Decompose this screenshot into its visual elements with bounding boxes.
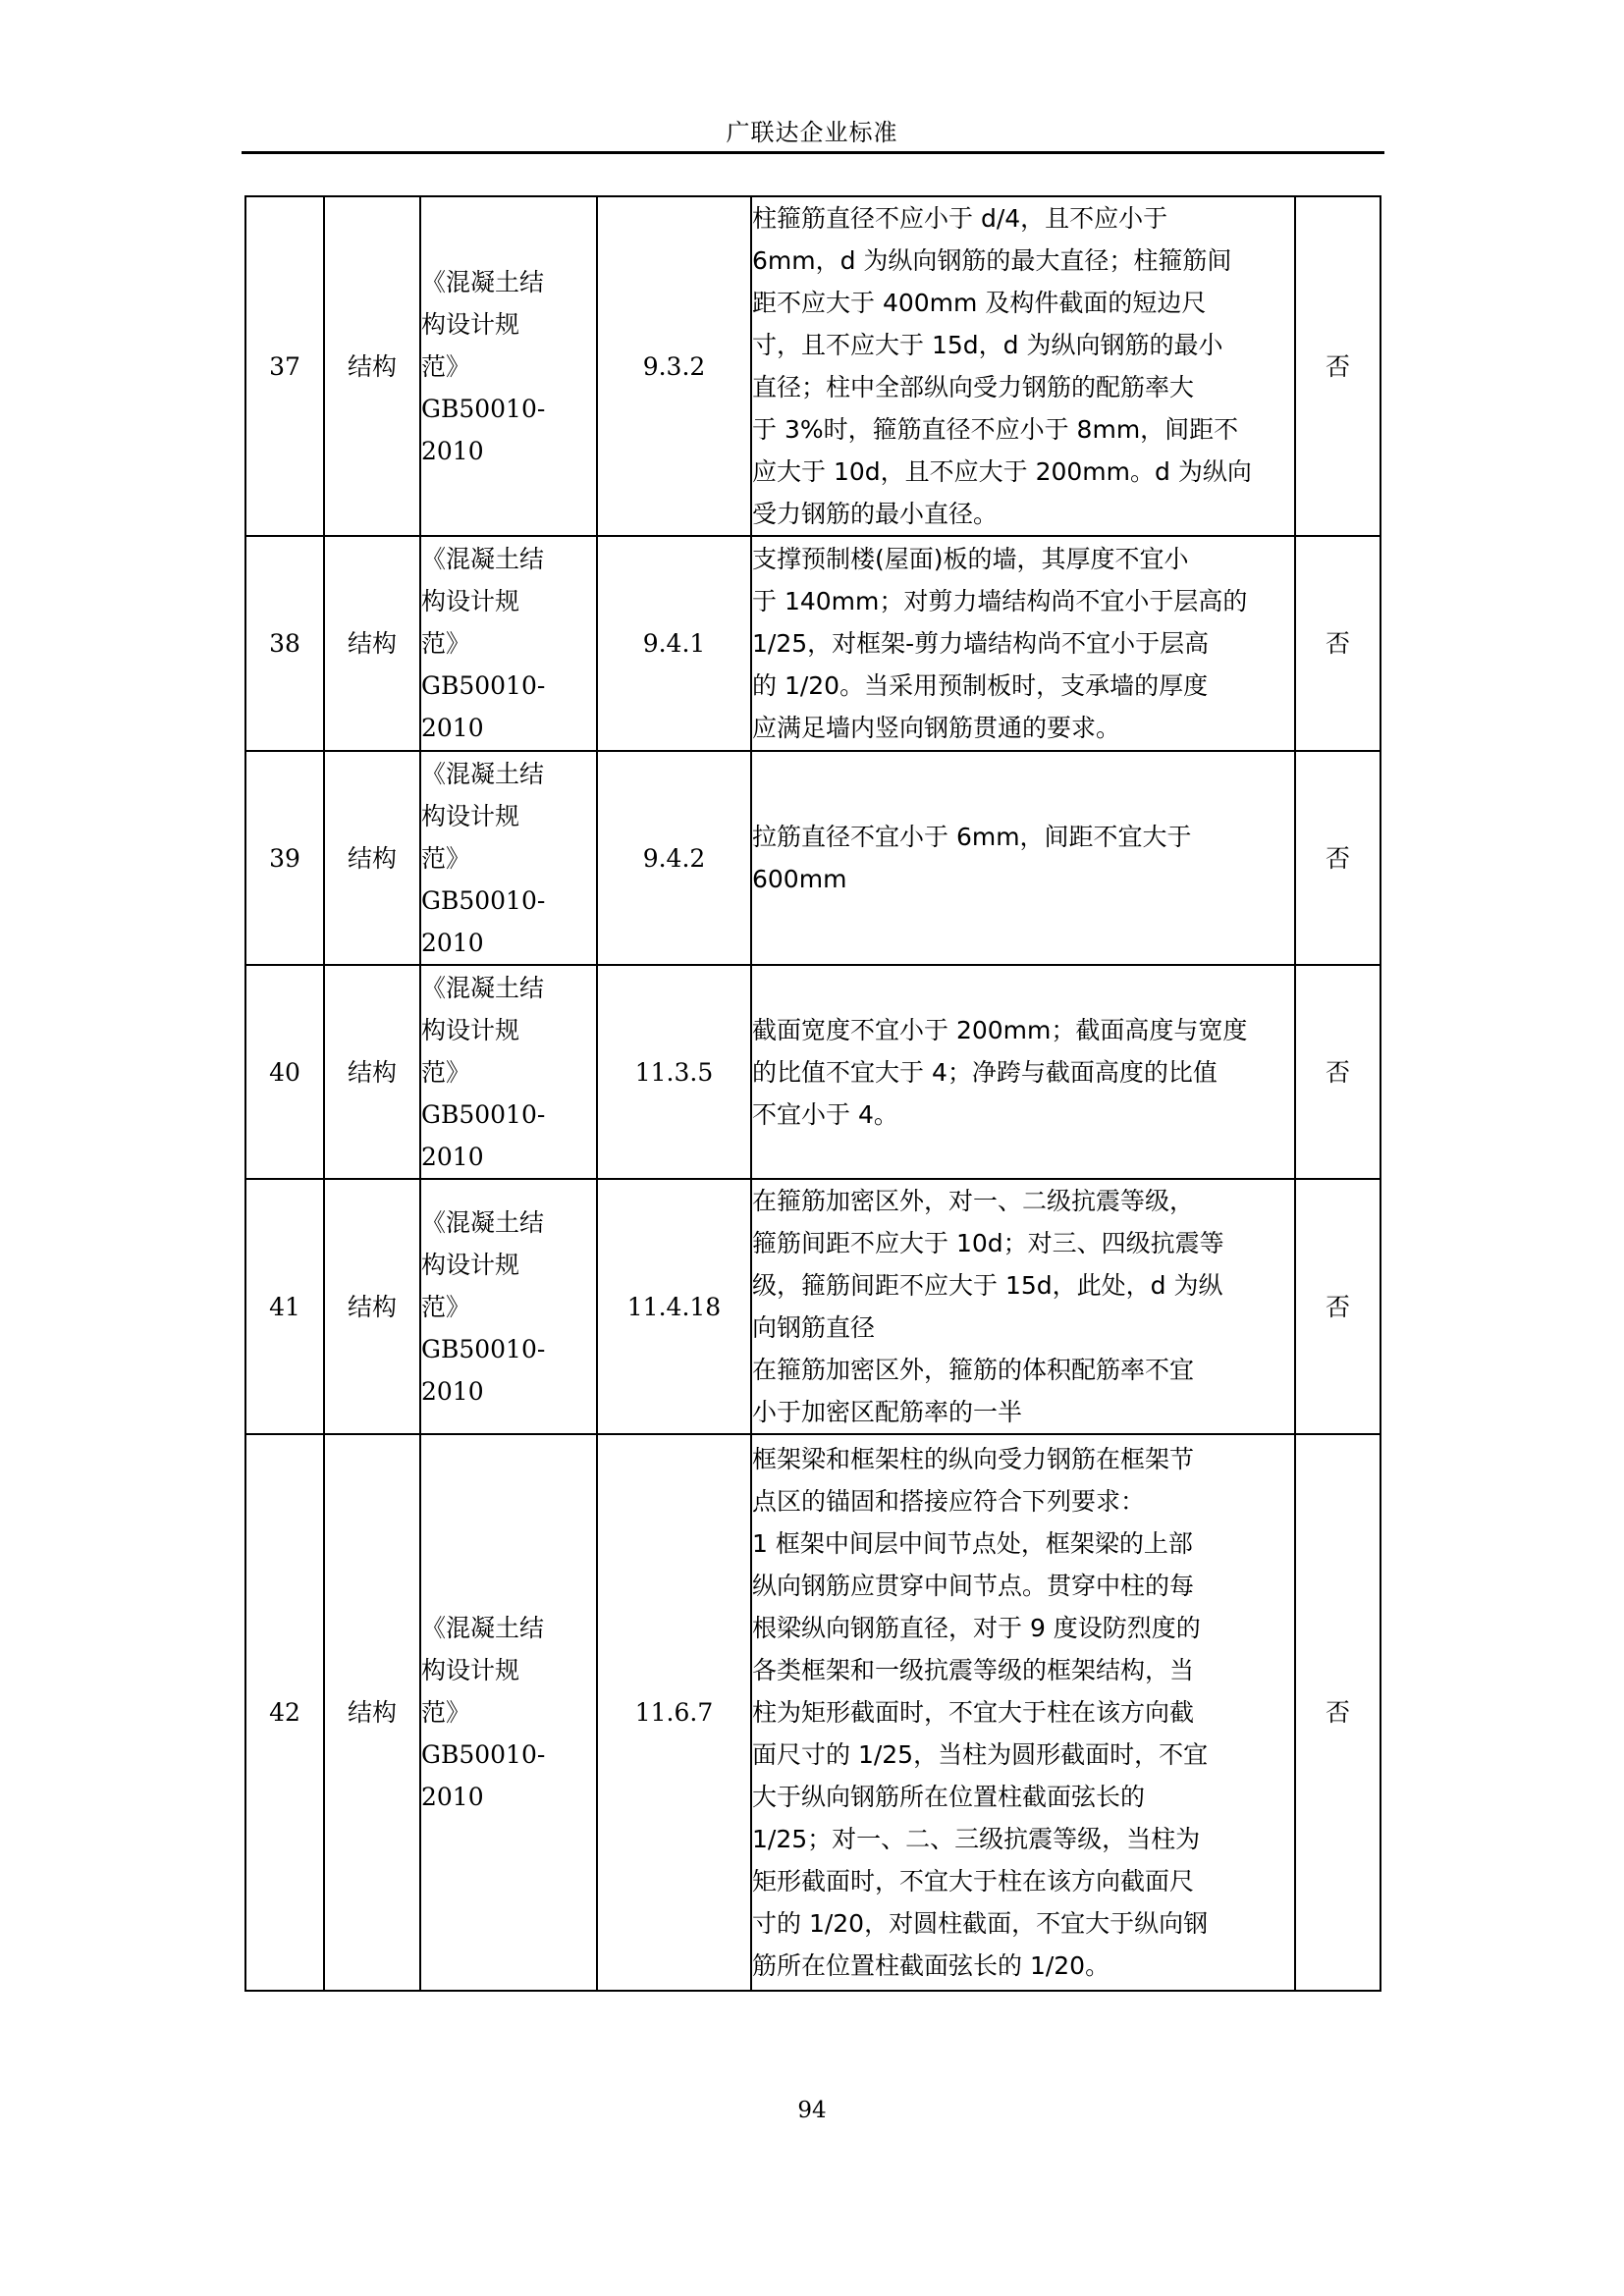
standards-table xyxy=(244,195,1381,1992)
requirement-line: 箍筋间距不应大于 10d；对三、四级抗震等 xyxy=(752,1229,1224,1257)
table-row xyxy=(245,965,1380,1179)
requirement-line: 6mm，d 为纵向钢筋的最大直径；柱箍筋间 xyxy=(752,246,1232,275)
requirement-cell xyxy=(751,1179,1295,1434)
row-number-cell: 38 xyxy=(245,536,324,751)
requirement-line: 在箍筋加密区外，箍筋的体积配筋率不宜 xyxy=(752,1356,1195,1384)
requirement-cell xyxy=(751,1434,1295,1991)
requirement-line: 在箍筋加密区外，对一、二级抗震等级， xyxy=(752,1187,1195,1215)
category-cell: 结构 xyxy=(324,965,420,1179)
table-row xyxy=(245,536,1380,751)
requirement-line: 1/25，对框架-剪力墙结构尚不宜小于层高 xyxy=(752,629,1210,658)
requirement-line: 大于纵向钢筋所在位置柱截面弦长的 xyxy=(752,1783,1146,1811)
mandatory-flag-cell: 否 xyxy=(1295,536,1380,751)
requirement-line: 框架梁和框架柱的纵向受力钢筋在框架节 xyxy=(752,1445,1195,1473)
table-row xyxy=(245,751,1380,965)
header-title: 广联达企业标准 xyxy=(726,119,898,146)
requirement-line: 1/25；对一、二、三级抗震等级，当柱为 xyxy=(752,1825,1201,1853)
requirement-cell xyxy=(751,751,1295,965)
category-cell: 结构 xyxy=(324,1179,420,1434)
requirement-line: 寸，且不应大于 15d，d 为纵向钢筋的最小 xyxy=(752,331,1223,359)
row-number-cell: 37 xyxy=(245,196,324,536)
requirement-line: 距不应大于 400mm 及构件截面的短边尺 xyxy=(752,289,1207,317)
source-standard-cell: 《混凝土结 构设计规 范》 GB50010- 2010 xyxy=(420,965,597,1179)
clause-number-cell: 9.4.1 xyxy=(597,536,751,751)
clause-number-cell: 11.3.5 xyxy=(597,965,751,1179)
row-number-cell: 39 xyxy=(245,751,324,965)
requirement-line: 根梁纵向钢筋直径，对于 9 度设防烈度的 xyxy=(752,1614,1201,1642)
mandatory-flag-cell: 否 xyxy=(1295,1179,1380,1434)
source-standard-cell: 《混凝土结 构设计规 范》 GB50010- 2010 xyxy=(420,1179,597,1434)
requirement-line: 的比值不宜大于 4；净跨与截面高度的比值 xyxy=(752,1057,1218,1087)
page-number: 94 xyxy=(797,2098,827,2123)
row-number-cell: 40 xyxy=(245,965,324,1179)
requirement-line: 支撑预制楼(屋面)板的墙，其厚度不宜小 xyxy=(752,545,1189,573)
requirement-line: 柱为矩形截面时，不宜大于柱在该方向截 xyxy=(752,1698,1195,1727)
clause-number-cell: 11.6.7 xyxy=(597,1434,751,1991)
requirement-line: 应满足墙内竖向钢筋贯通的要求。 xyxy=(752,714,1121,742)
table-body xyxy=(245,196,1380,1991)
category-cell: 结构 xyxy=(324,751,420,965)
clause-number-cell: 11.4.18 xyxy=(597,1179,751,1434)
requirement-cell xyxy=(751,965,1295,1179)
mandatory-flag-cell: 否 xyxy=(1295,751,1380,965)
requirement-line: 的 1/20。当采用预制板时，支承墙的厚度 xyxy=(752,671,1209,700)
requirement-line: 寸的 1/20，对圆柱截面，不宜大于纵向钢 xyxy=(752,1909,1209,1938)
requirement-line: 于 140mm；对剪力墙结构尚不宜小于层高的 xyxy=(752,587,1248,615)
row-number-cell: 41 xyxy=(245,1179,324,1434)
requirement-line: 小于加密区配筋率的一半 xyxy=(752,1398,1023,1426)
table-row xyxy=(245,1179,1380,1434)
requirement-line: 不宜小于 4。 xyxy=(752,1099,898,1129)
requirement-line: 各类框架和一级抗震等级的框架结构，当 xyxy=(752,1656,1195,1684)
table-row xyxy=(245,196,1380,536)
row-number-cell: 42 xyxy=(245,1434,324,1991)
requirement-line: 直径；柱中全部纵向受力钢筋的配筋率大 xyxy=(752,373,1195,401)
table-row xyxy=(245,1434,1380,1991)
requirement-line: 柱箍筋直径不应小于 d/4，且不应小于 xyxy=(752,204,1168,233)
requirement-cell xyxy=(751,536,1295,751)
mandatory-flag-cell: 否 xyxy=(1295,1434,1380,1991)
mandatory-flag-cell: 否 xyxy=(1295,965,1380,1179)
requirement-line: 纵向钢筋应贯穿中间节点。贯穿中柱的每 xyxy=(752,1572,1195,1600)
category-cell: 结构 xyxy=(324,1434,420,1991)
requirement-line: 1 框架中间层中间节点处，框架梁的上部 xyxy=(752,1529,1193,1558)
requirement-line: 级，箍筋间距不应大于 15d，此处，d 为纵 xyxy=(752,1271,1223,1300)
requirement-line: 于 3%时，箍筋直径不应小于 8mm，间距不 xyxy=(752,415,1239,444)
category-cell: 结构 xyxy=(324,536,420,751)
mandatory-flag-cell: 否 xyxy=(1295,196,1380,536)
category-cell: 结构 xyxy=(324,196,420,536)
source-standard-cell: 《混凝土结 构设计规 范》 GB50010- 2010 xyxy=(420,751,597,965)
source-standard-cell: 《混凝土结 构设计规 范》 GB50010- 2010 xyxy=(420,1434,597,1991)
requirement-cell xyxy=(751,196,1295,536)
requirement-line: 向钢筋直径 xyxy=(752,1313,876,1342)
requirement-line: 拉筋直径不宜小于 6mm，间距不宜大于 xyxy=(752,823,1192,851)
clause-number-cell: 9.3.2 xyxy=(597,196,751,536)
source-standard-cell: 《混凝土结 构设计规 范》 GB50010- 2010 xyxy=(420,536,597,751)
requirement-line: 受力钢筋的最小直径。 xyxy=(752,500,999,528)
requirement-line: 筋所在位置柱截面弦长的 1/20。 xyxy=(752,1951,1110,1980)
requirement-line: 矩形截面时，不宜大于柱在该方向截面尺 xyxy=(752,1867,1195,1896)
requirement-line: 点区的锚固和搭接应符合下列要求： xyxy=(752,1487,1146,1516)
source-standard-cell: 《混凝土结 构设计规 范》 GB50010- 2010 xyxy=(420,196,597,536)
requirement-line: 600mm xyxy=(752,865,847,893)
requirement-line: 面尺寸的 1/25，当柱为圆形截面时，不宜 xyxy=(752,1740,1209,1769)
header-rule xyxy=(242,151,1384,154)
requirement-line: 应大于 10d，且不应大于 200mm。d 为纵向 xyxy=(752,457,1252,486)
clause-number-cell: 9.4.2 xyxy=(597,751,751,965)
requirement-line: 截面宽度不宜小于 200mm；截面高度与宽度 xyxy=(752,1015,1248,1044)
